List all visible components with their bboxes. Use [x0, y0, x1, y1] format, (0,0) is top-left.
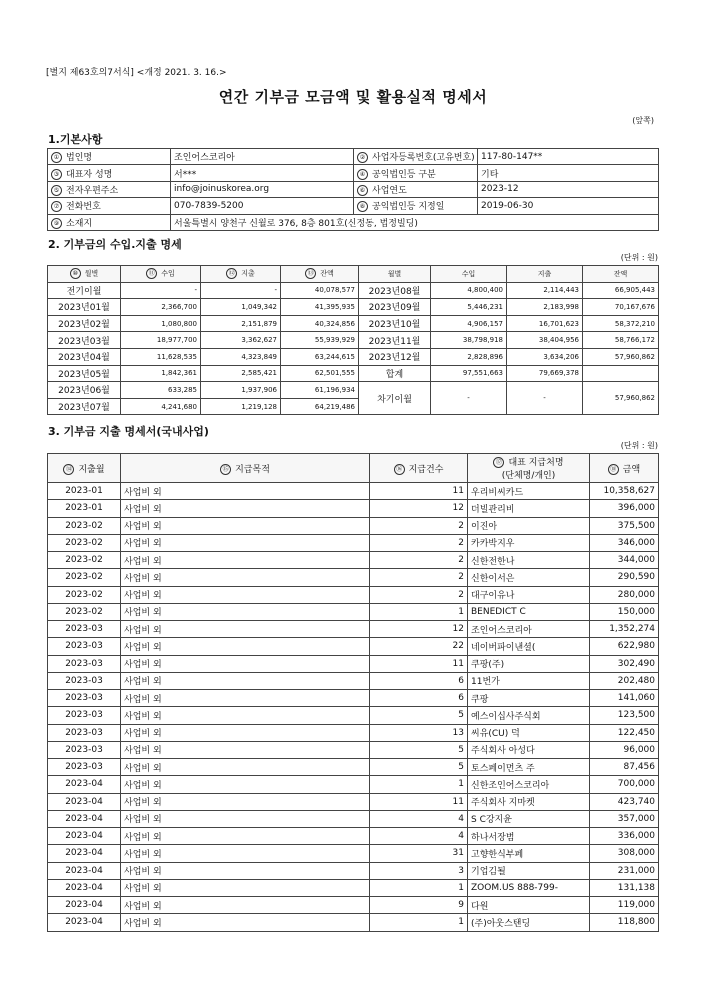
purpose-cell: 사업비 외 [121, 741, 370, 758]
expense-detail-row [48, 707, 659, 724]
amount-cell: 123,500 [590, 707, 659, 724]
income-cell: 2,366,700 [121, 299, 201, 316]
basic-info-value: 070-7839-5200 [171, 198, 354, 214]
balance-cell: 58,766,172 [583, 332, 659, 349]
basic-info-value: 2019-06-30 [478, 198, 659, 214]
expense-detail-row [48, 810, 659, 827]
count-cell: 2 [370, 517, 468, 534]
count-cell: 1 [370, 879, 468, 896]
amount-cell: 357,000 [590, 810, 659, 827]
expense-detail-row [48, 586, 659, 603]
recipient-cell: 조인어스코리아 [468, 621, 590, 638]
count-cell: 1 [370, 776, 468, 793]
recipient-cell: 11번가 [468, 672, 590, 689]
expense-detail-row [48, 655, 659, 672]
month-cell: 2023년06월 [48, 382, 121, 399]
amount-cell: 96,000 [590, 741, 659, 758]
basic-info-label: ① 법인명 [48, 149, 171, 165]
address-value: 서울특별시 양천구 신월로 376, 8층 801호(신정동, 법정빌딩) [171, 214, 659, 230]
expense-month-cell: 2023-02 [48, 534, 121, 551]
purpose-cell: 사업비 외 [121, 828, 370, 845]
recipient-cell: 신한이서은 [468, 569, 590, 586]
recipient-cell: 고향한식부페 [468, 845, 590, 862]
expense-month-cell: 2023-03 [48, 759, 121, 776]
basic-info-label: ⑥ 사업연도 [354, 181, 478, 197]
purpose-cell: 사업비 외 [121, 517, 370, 534]
expense-month-cell: 2023-03 [48, 655, 121, 672]
count-cell: 11 [370, 793, 468, 810]
expense-month-cell: 2023-03 [48, 638, 121, 655]
header-month-left: ⑩ 월별 [48, 266, 121, 283]
purpose-cell: 사업비 외 [121, 483, 370, 500]
total-balance [583, 365, 659, 382]
month-cell: 2023년07월 [48, 398, 121, 415]
income-expense-row [48, 348, 659, 365]
total-label: 합계 [359, 365, 431, 382]
purpose-cell: 사업비 외 [121, 690, 370, 707]
basic-info-row [48, 198, 659, 214]
expense-detail-row [48, 552, 659, 569]
expense-month-cell: 2023-01 [48, 500, 121, 517]
count-cell: 4 [370, 810, 468, 827]
income-expense-table [47, 265, 659, 415]
carry-label: 차기이월 [359, 382, 431, 415]
expense-month-cell: 2023-04 [48, 845, 121, 862]
amount-cell: 423,740 [590, 793, 659, 810]
basic-info-value: info@joinuskorea.org [171, 181, 354, 197]
recipient-cell: S C강지윤 [468, 810, 590, 827]
purpose-cell: 사업비 외 [121, 534, 370, 551]
amount-cell: 302,490 [590, 655, 659, 672]
total-expense: 79,669,378 [507, 365, 583, 382]
count-cell: 31 [370, 845, 468, 862]
expense-detail-row [48, 759, 659, 776]
recipient-cell: 주식회사 지마켓 [468, 793, 590, 810]
month-cell: 2023년05월 [48, 365, 121, 382]
count-cell: 2 [370, 534, 468, 551]
month-cell: 2023년01월 [48, 299, 121, 316]
purpose-cell: 사업비 외 [121, 500, 370, 517]
header-balance-right: 잔액 [583, 266, 659, 283]
income-cell: 4,241,680 [121, 398, 201, 415]
expense-detail-row [48, 500, 659, 517]
purpose-cell: 사업비 외 [121, 862, 370, 879]
count-cell: 12 [370, 621, 468, 638]
amount-cell: 122,450 [590, 724, 659, 741]
section2-heading: 2. 기부금의 수입.지출 명세 [48, 238, 182, 251]
recipient-cell: 네이버파이낸셜( [468, 638, 590, 655]
header-expense-right: 지출 [507, 266, 583, 283]
carry-balance: 57,960,862 [583, 382, 659, 415]
balance-cell: 66,905,443 [583, 282, 659, 299]
section3-unit: (단위 : 원) [620, 441, 658, 450]
purpose-cell: 사업비 외 [121, 897, 370, 914]
income-cell: 633,285 [121, 382, 201, 399]
income-cell: 1,080,800 [121, 315, 201, 332]
expense-detail-table [47, 453, 659, 932]
expense-cell: 2,585,421 [201, 365, 281, 382]
count-cell: 11 [370, 655, 468, 672]
income-cell: 38,798,918 [431, 332, 507, 349]
purpose-cell: 사업비 외 [121, 845, 370, 862]
amount-cell: 231,000 [590, 862, 659, 879]
balance-cell: 61,196,934 [281, 382, 359, 399]
basic-info-value: 조인어스코리아 [171, 149, 354, 165]
count-cell: 4 [370, 828, 468, 845]
header-month-right: 월별 [359, 266, 431, 283]
expense-cell: 1,219,128 [201, 398, 281, 415]
expense-detail-row [48, 845, 659, 862]
balance-cell: 55,939,929 [281, 332, 359, 349]
expense-cell: 16,701,623 [507, 315, 583, 332]
basic-info-label: ⑦ 전화번호 [48, 198, 171, 214]
income-cell: 4,906,157 [431, 315, 507, 332]
expense-month-cell: 2023-04 [48, 914, 121, 931]
month-cell: 2023년09월 [359, 299, 431, 316]
expense-month-cell: 2023-03 [48, 707, 121, 724]
count-cell: 2 [370, 552, 468, 569]
income-cell: 18,977,700 [121, 332, 201, 349]
page-title: 연간 기부금 모금액 및 활용실적 명세서 [218, 88, 488, 106]
income-cell: 2,828,896 [431, 348, 507, 365]
purpose-cell: 사업비 외 [121, 707, 370, 724]
month-cell: 2023년11월 [359, 332, 431, 349]
expense-cell: 4,323,849 [201, 348, 281, 365]
purpose-cell: 사업비 외 [121, 759, 370, 776]
income-expense-row [48, 315, 659, 332]
amount-cell: 10,358,627 [590, 483, 659, 500]
month-cell: 2023년08월 [359, 282, 431, 299]
recipient-cell: 쿠팡(주) [468, 655, 590, 672]
balance-cell: 62,501,555 [281, 365, 359, 382]
expense-month-cell: 2023-02 [48, 517, 121, 534]
recipient-cell: 우리비씨카드 [468, 483, 590, 500]
amount-cell: 346,000 [590, 534, 659, 551]
purpose-cell: 사업비 외 [121, 810, 370, 827]
income-cell: 11,628,535 [121, 348, 201, 365]
basic-info-label: ③ 대표자 성명 [48, 165, 171, 181]
basic-info-value: 서*** [171, 165, 354, 181]
expense-detail-row [48, 569, 659, 586]
amount-cell: 118,800 [590, 914, 659, 931]
expense-month-cell: 2023-02 [48, 586, 121, 603]
count-cell: 13 [370, 724, 468, 741]
purpose-cell: 사업비 외 [121, 793, 370, 810]
amount-cell: 1,352,274 [590, 621, 659, 638]
count-cell: 9 [370, 897, 468, 914]
expense-cell: - [201, 282, 281, 299]
expense-month-cell: 2023-04 [48, 862, 121, 879]
basic-info-value: 117-80-147** [478, 149, 659, 165]
expense-detail-row [48, 741, 659, 758]
recipient-cell: 카카박지우 [468, 534, 590, 551]
purpose-cell: 사업비 외 [121, 586, 370, 603]
expense-detail-header-row [48, 454, 659, 483]
expense-month-cell: 2023-04 [48, 879, 121, 896]
purpose-cell: 사업비 외 [121, 621, 370, 638]
expense-month-cell: 2023-04 [48, 776, 121, 793]
section1-heading: 1.기본사항 [48, 133, 103, 146]
expense-month-cell: 2023-03 [48, 741, 121, 758]
amount-cell: 280,000 [590, 586, 659, 603]
count-cell: 6 [370, 672, 468, 689]
basic-info-label: ④ 공익법인등 구분 [354, 165, 478, 181]
basic-info-row [48, 181, 659, 197]
header-count: ⑯ 지급건수 [370, 454, 468, 483]
expense-detail-row [48, 672, 659, 689]
income-expense-row [48, 365, 659, 382]
basic-info-value: 기타 [478, 165, 659, 181]
purpose-cell: 사업비 외 [121, 552, 370, 569]
balance-cell: 63,244,615 [281, 348, 359, 365]
basic-info-table [47, 148, 659, 231]
count-cell: 1 [370, 914, 468, 931]
purpose-cell: 사업비 외 [121, 724, 370, 741]
amount-cell: 131,138 [590, 879, 659, 896]
expense-detail-row [48, 690, 659, 707]
balance-cell: 57,960,862 [583, 348, 659, 365]
basic-info-row [48, 149, 659, 165]
balance-cell: 70,167,676 [583, 299, 659, 316]
basic-info-label: ⑨ 소재지 [48, 214, 171, 230]
balance-cell: 64,219,486 [281, 398, 359, 415]
income-expense-row [48, 332, 659, 349]
expense-month-cell: 2023-03 [48, 724, 121, 741]
expense-detail-row [48, 914, 659, 931]
expense-detail-row [48, 793, 659, 810]
amount-cell: 87,456 [590, 759, 659, 776]
count-cell: 2 [370, 569, 468, 586]
count-cell: 11 [370, 483, 468, 500]
expense-detail-row [48, 862, 659, 879]
count-cell: 2 [370, 586, 468, 603]
amount-cell: 202,480 [590, 672, 659, 689]
month-cell: 2023년12월 [359, 348, 431, 365]
expense-month-cell: 2023-03 [48, 621, 121, 638]
amount-cell: 308,000 [590, 845, 659, 862]
form-number: [별지 제63호의7서식] <개정 2021. 3. 16.> [46, 68, 227, 78]
month-cell: 2023년02월 [48, 315, 121, 332]
amount-cell: 290,590 [590, 569, 659, 586]
amount-cell: 344,000 [590, 552, 659, 569]
income-expense-header-row [48, 266, 659, 283]
header-purpose: ⑮ 지급목적 [121, 454, 370, 483]
income-cell: 4,800,400 [431, 282, 507, 299]
balance-cell: 40,324,856 [281, 315, 359, 332]
count-cell: 3 [370, 862, 468, 879]
total-income: 97,551,663 [431, 365, 507, 382]
recipient-cell: 신한조인어스코리아 [468, 776, 590, 793]
header-income-right: 수입 [431, 266, 507, 283]
amount-cell: 336,000 [590, 828, 659, 845]
income-expense-row [48, 382, 659, 399]
count-cell: 22 [370, 638, 468, 655]
recipient-cell: BENEDICT C [468, 603, 590, 620]
expense-month-cell: 2023-04 [48, 793, 121, 810]
expense-cell: 2,151,879 [201, 315, 281, 332]
page-side-label: (앞쪽) [632, 116, 654, 125]
income-expense-row [48, 299, 659, 316]
amount-cell: 700,000 [590, 776, 659, 793]
recipient-cell: 하나서장범 [468, 828, 590, 845]
income-cell: - [121, 282, 201, 299]
recipient-cell: 이진아 [468, 517, 590, 534]
purpose-cell: 사업비 외 [121, 638, 370, 655]
expense-detail-row [48, 776, 659, 793]
expense-detail-row [48, 534, 659, 551]
expense-month-cell: 2023-03 [48, 672, 121, 689]
purpose-cell: 사업비 외 [121, 569, 370, 586]
expense-cell: 2,183,998 [507, 299, 583, 316]
carry-expense: - [507, 382, 583, 415]
income-cell: 1,842,361 [121, 365, 201, 382]
count-cell: 5 [370, 759, 468, 776]
expense-detail-row [48, 897, 659, 914]
section3-heading: 3. 기부금 지출 명세서(국내사업) [48, 425, 209, 438]
count-cell: 5 [370, 707, 468, 724]
purpose-cell: 사업비 외 [121, 776, 370, 793]
expense-detail-row [48, 879, 659, 896]
income-cell: 5,446,231 [431, 299, 507, 316]
expense-month-cell: 2023-02 [48, 552, 121, 569]
header-income-left: ⑪ 수입 [121, 266, 201, 283]
amount-cell: 396,000 [590, 500, 659, 517]
expense-detail-row [48, 828, 659, 845]
expense-month-cell: 2023-02 [48, 569, 121, 586]
purpose-cell: 사업비 외 [121, 655, 370, 672]
basic-info-label: ② 사업자등록번호(고유번호) [354, 149, 478, 165]
purpose-cell: 사업비 외 [121, 914, 370, 931]
recipient-cell: (주)아웃스탠딩 [468, 914, 590, 931]
recipient-cell: 토스페이먼츠 주 [468, 759, 590, 776]
expense-cell: 1,937,906 [201, 382, 281, 399]
expense-month-cell: 2023-02 [48, 603, 121, 620]
purpose-cell: 사업비 외 [121, 879, 370, 896]
balance-cell: 40,078,577 [281, 282, 359, 299]
expense-month-cell: 2023-01 [48, 483, 121, 500]
month-cell: 2023년10월 [359, 315, 431, 332]
balance-cell: 41,395,935 [281, 299, 359, 316]
expense-cell: 3,362,627 [201, 332, 281, 349]
amount-cell: 622,980 [590, 638, 659, 655]
recipient-cell: 쿠팡 [468, 690, 590, 707]
basic-info-label: ⑧ 공익법인등 지정일 [354, 198, 478, 214]
amount-cell: 119,000 [590, 897, 659, 914]
expense-detail-row [48, 724, 659, 741]
expense-month-cell: 2023-03 [48, 690, 121, 707]
header-balance-left: ⑬ 잔액 [281, 266, 359, 283]
header-recipient: ⑰ 대표 지급처명 (단체명/개인) [468, 454, 590, 483]
recipient-cell: 기업김될 [468, 862, 590, 879]
recipient-cell: 대구이유나 [468, 586, 590, 603]
purpose-cell: 사업비 외 [121, 603, 370, 620]
amount-cell: 150,000 [590, 603, 659, 620]
expense-month-cell: 2023-04 [48, 828, 121, 845]
recipient-cell: 신한전한나 [468, 552, 590, 569]
count-cell: 1 [370, 603, 468, 620]
header-expense-month: ⑭ 지출월 [48, 454, 121, 483]
amount-cell: 375,500 [590, 517, 659, 534]
header-expense-left: ⑫ 지출 [201, 266, 281, 283]
expense-detail-row [48, 483, 659, 500]
expense-month-cell: 2023-04 [48, 810, 121, 827]
balance-cell: 58,372,210 [583, 315, 659, 332]
count-cell: 12 [370, 500, 468, 517]
income-expense-row [48, 282, 659, 299]
month-cell: 2023년04월 [48, 348, 121, 365]
count-cell: 5 [370, 741, 468, 758]
expense-cell: 38,404,956 [507, 332, 583, 349]
header-amount: ⑱ 금액 [590, 454, 659, 483]
recipient-cell: 씨유(CU) 덕 [468, 724, 590, 741]
basic-info-label: ⑤ 전자우편주소 [48, 181, 171, 197]
recipient-cell: 더빌관리비 [468, 500, 590, 517]
recipient-cell: 다원 [468, 897, 590, 914]
recipient-cell: 주식회사 아성다 [468, 741, 590, 758]
expense-detail-row [48, 603, 659, 620]
count-cell: 6 [370, 690, 468, 707]
expense-detail-row [48, 638, 659, 655]
basic-info-row [48, 214, 659, 230]
carry-income: - [431, 382, 507, 415]
month-cell: 전기이월 [48, 282, 121, 299]
section2-unit: (단위 : 원) [620, 253, 658, 262]
basic-info-value: 2023-12 [478, 181, 659, 197]
month-cell: 2023년03월 [48, 332, 121, 349]
expense-detail-row [48, 621, 659, 638]
amount-cell: 141,060 [590, 690, 659, 707]
expense-cell: 2,114,443 [507, 282, 583, 299]
purpose-cell: 사업비 외 [121, 672, 370, 689]
recipient-cell: 예스이십사주식회 [468, 707, 590, 724]
recipient-cell: ZOOM.US 888-799- [468, 879, 590, 896]
expense-cell: 3,634,206 [507, 348, 583, 365]
basic-info-row [48, 165, 659, 181]
expense-cell: 1,049,342 [201, 299, 281, 316]
expense-month-cell: 2023-04 [48, 897, 121, 914]
expense-detail-row [48, 517, 659, 534]
